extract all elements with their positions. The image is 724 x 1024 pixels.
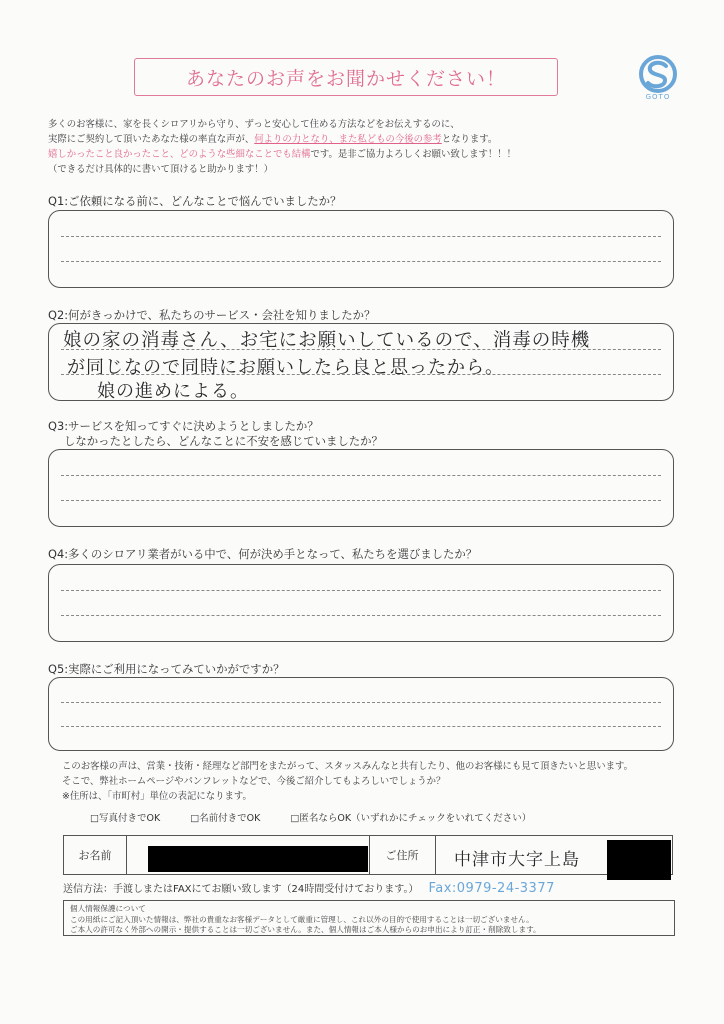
question-3-answer-box[interactable] bbox=[48, 449, 674, 527]
table-divider bbox=[126, 836, 127, 874]
dashed-line bbox=[61, 475, 661, 476]
consent-options bbox=[90, 810, 561, 824]
intro-line-3b: です。是非ご協力よろしくお願い致します！！！ bbox=[310, 149, 517, 160]
name-label: お名前 bbox=[78, 849, 112, 862]
dashed-line bbox=[61, 702, 661, 703]
privacy-notice-box bbox=[63, 900, 675, 936]
dashed-line bbox=[61, 726, 661, 727]
intro-line-2-highlight: 何よりの力となり、また私どもの今後の参考 bbox=[254, 134, 442, 145]
redacted-name bbox=[148, 846, 368, 872]
redacted-address bbox=[607, 840, 671, 880]
handwritten-answer-line-1: 娘の家の消毒さん、お宅にお願いしているので、消毒の時機 bbox=[63, 330, 591, 351]
question-3-label-1: Q3:サービスを知ってすぐに決めようとしましたか？ bbox=[48, 419, 319, 433]
goto-logo-icon bbox=[636, 54, 680, 94]
checkbox-anonymous-ok[interactable]: □匿名ならOK（いずれかにチェックをいれてください） bbox=[290, 813, 532, 824]
handwritten-address: 中津市大字上島 bbox=[454, 850, 580, 870]
question-4-label: Q4:多くのシロアリ業者がいる中で、何が決め手となって、私たちを選びましたか？ bbox=[48, 547, 478, 561]
question-1-label: Q1:ご依頼になる前に、どんなことで悩んでいましたか？ bbox=[48, 194, 342, 208]
notice-line-1: このお客様の声は、営業・技術・経理など部門をまたがって、スタッスみんなと共有したり、他のお客様にも見て頂きたいと思います。 bbox=[62, 761, 633, 772]
question-2-label: Q2:何がきっかけで、私たちのサービス・会社を知りましたか？ bbox=[48, 308, 376, 322]
checkbox-name-ok[interactable]: □名前付きでOK bbox=[190, 813, 261, 824]
question-4-answer-box[interactable] bbox=[48, 564, 674, 642]
intro-line-4: （できるだけ具体的に書いて頂けると助かります！） bbox=[48, 164, 274, 175]
intro-line-2a: 実際にご契約して頂いたあなた様の率直な声が、 bbox=[48, 134, 255, 145]
privacy-line-1: この用紙にご記入頂いた情報は、弊社の貴重なお客様データとして厳重に管理し、これ以外の目的で使用することは一切ございません。 bbox=[70, 914, 534, 924]
logo-text: GOTO bbox=[645, 93, 671, 101]
question-5-label: Q5:実際にご利用になってみていかがですか？ bbox=[48, 662, 285, 676]
privacy-title: 個人情報保護について bbox=[70, 904, 146, 913]
intro-line-2 bbox=[48, 131, 497, 145]
address-label: ご住所 bbox=[385, 849, 419, 862]
intro-line-1: 多くのお客様に、家を長くシロアリから守り、ずっと安心して住める方法などをお伝えするのに、 bbox=[48, 119, 460, 130]
question-5-answer-box[interactable] bbox=[48, 677, 674, 751]
intro-line-3 bbox=[48, 146, 516, 160]
question-1-answer-box[interactable] bbox=[48, 210, 674, 288]
question-2-answer-box[interactable] bbox=[48, 323, 674, 401]
submission-method bbox=[63, 880, 555, 896]
company-logo bbox=[636, 54, 680, 106]
name-address-table bbox=[63, 835, 673, 875]
submission-text: 送信方法：手渡しまたはFAXにてお願い致します（24時間受付けております。） bbox=[63, 884, 419, 895]
intro-line-3-highlight: 嬉しかったこと良かったこと、どのような些細なことでも結構 bbox=[48, 149, 311, 160]
notice-line-3: ※住所は、「市町村」単位の表記になります。 bbox=[62, 791, 252, 802]
table-divider bbox=[435, 836, 436, 874]
checkbox-photo-ok[interactable]: □写真付きでOK bbox=[90, 813, 161, 824]
dashed-line bbox=[61, 615, 661, 616]
intro-line-2c: となります。 bbox=[441, 134, 498, 145]
dashed-line bbox=[61, 236, 661, 237]
notice-line-2: そこで、弊社ホームページやパンフレットなどで、今後ご紹介してもよろしいでしょうか？ bbox=[62, 776, 446, 787]
page-title: あなたのお声をお聞かせください！ bbox=[134, 58, 558, 96]
dashed-line bbox=[61, 500, 661, 501]
question-3-label-2: しなかったとしたら、どんなことに不安を感じていましたか？ bbox=[64, 434, 383, 448]
privacy-line-2: ご本人の許可なく外部への開示・提供することは一切ございません。また、個人情報はご本人様からのお申出により訂正・削除致します。 bbox=[70, 925, 541, 934]
handwritten-answer-line-2: が同じなので同時にお願いしたら良と思ったから。 bbox=[67, 357, 504, 378]
handwritten-answer-line-3: 娘の進めによる。 bbox=[97, 381, 249, 402]
dashed-line bbox=[61, 261, 661, 262]
fax-number: Fax:0979-24-3377 bbox=[428, 881, 555, 896]
dashed-line bbox=[61, 590, 661, 591]
